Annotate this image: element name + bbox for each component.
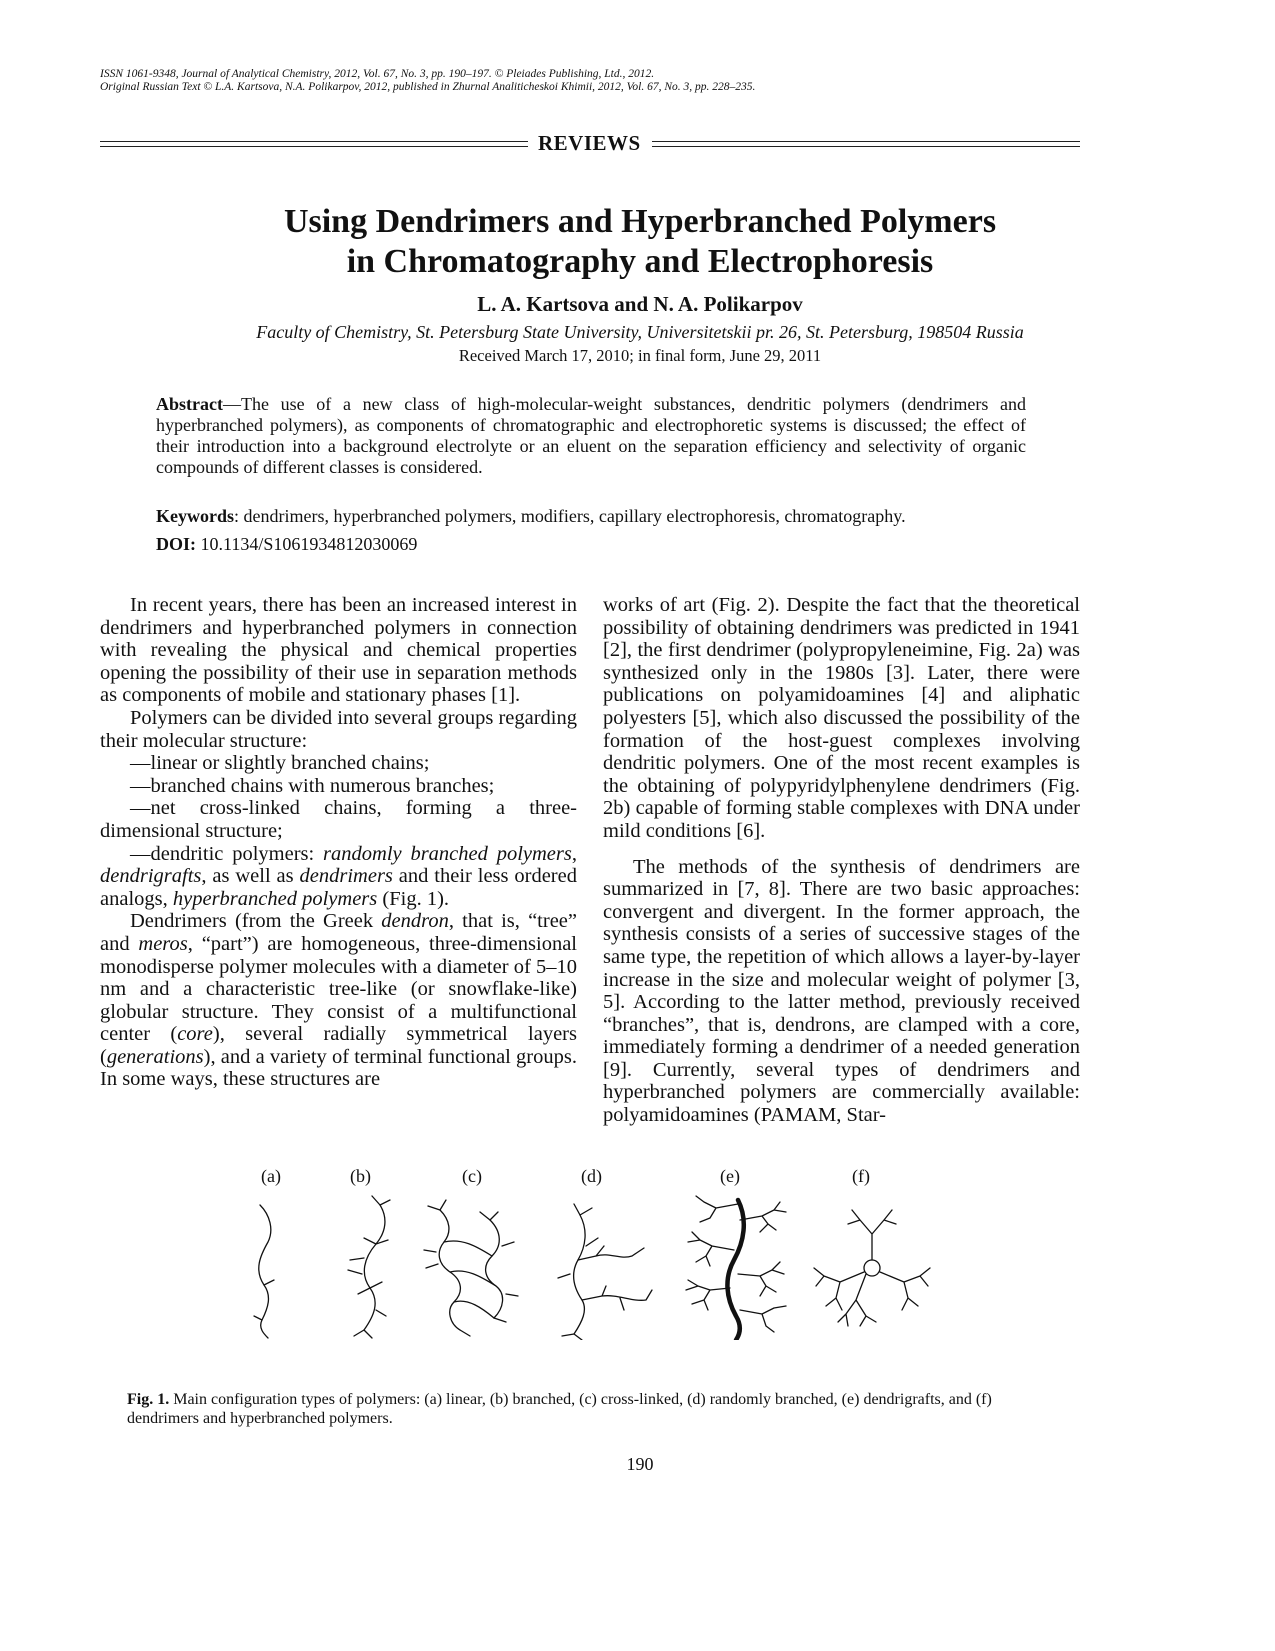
authors: L. A. Kartsova and N. A. Polikarpov xyxy=(477,292,803,316)
p3-italic-h: generations xyxy=(106,1045,204,1068)
li4-text-e: , as well as xyxy=(201,865,300,888)
right-paragraph-2: The methods of the synthesis of dendrimers are summarized in [7, 8]. There are two basic approaches: convergent and divergent. In the former approach, the synthesis consists of a series of successive stages of the same type, the repetition of which allows a layer-by-layer increase in the size and molecular weight of polymer [3, 5]. According to the latter method, previously received “branches”, that is, dendrons, are clamped with a core, immediately forming a dendrimer of a needed generation [9]. Currently, several types of dendrimers and hyperbranched polymers are commercially available: polyamidoamines (PAMAM, Star- xyxy=(603,855,1080,1127)
article-title xyxy=(140,202,1140,282)
journal-header-line-2: Original Russian Text © L.A. Kartsova, N.A. Polikarpov, 2012, published in Zhurnal Analiticheskoi Khimii, 2012, Vol. 67, No. 3, pp. 228–235. xyxy=(100,81,756,93)
fig-label-e: (e) xyxy=(720,1166,740,1186)
p3-text-e: , “part”) are homogeneous, three-dimensional monodisperse polymer molecules with a diameter of 5–10 nm and a characteristic tree-like (or snowflake-like) globular structure. They consist of a multifunctional center ( xyxy=(100,932,577,1046)
abstract-text: —The use of a new class of high-molecular-weight substances, dendritic polymers (dendrimers and hyperbranched polymers), as components of chromatographic and electrophoretic systems is discussed; the effect of their introduction into a background electrolyte or an eluent on the separation efficiency and selectivity of organic compounds of different classes is considered. xyxy=(156,394,1026,477)
page-number: 190 xyxy=(626,1454,654,1474)
right-paragraph-1: works of art (Fig. 2). Despite the fact that the theoretical possibility of obtaining dendrimers was predicted in 1941 [2], the first dendrimer (polypropyleneimine, Fig. 2a) was synthesized only in the 1980s [3]. Later, there were publications on polyamidoamines [4] and aliphatic polyesters [5], which also discussed the possibility of the formation of the host-guest complexes involving dendritic polymers. One of the most recent examples is the obtaining of polypyridylphenylene dendrimers (Fig. 2b) capable of forming stable complexes with DNA under mild conditions [6]. xyxy=(603,594,1080,842)
fig-1-polymer-configurations xyxy=(240,1190,940,1340)
left-column xyxy=(100,594,577,1091)
fig-label-a: (a) xyxy=(261,1166,281,1186)
polymer-dendrimer-drawing xyxy=(814,1210,930,1326)
li4-text-c: , xyxy=(571,842,577,865)
abstract xyxy=(156,394,1026,478)
p3-italic-b: dendron xyxy=(381,910,449,933)
affiliation: Faculty of Chemistry, St. Petersburg State University, Universitetskii pr. 26, St. Petersburg, 198504 Russia xyxy=(256,322,1024,342)
polymer-randomly-branched-drawing xyxy=(558,1204,652,1340)
polymer-cross-linked-drawing xyxy=(424,1200,518,1336)
caption-label: Fig. 1. xyxy=(127,1391,170,1408)
list-item-dendritic xyxy=(100,843,577,911)
figure-caption xyxy=(127,1390,1057,1428)
list-item-branched: —branched chains with numerous branches; xyxy=(130,774,495,797)
doi-value: 10.1134/S1061934812030069 xyxy=(196,534,418,554)
section-rule-right xyxy=(652,141,1080,147)
p3-text-g: ), several radially symmetrical layers ( xyxy=(100,1023,577,1068)
left-paragraph-2: Polymers can be divided into several groups regarding their molecular structure: xyxy=(100,706,577,752)
fig-label-b: (b) xyxy=(350,1166,371,1186)
li4-text-a: —dendritic polymers: xyxy=(130,842,324,865)
journal-header-line-1: ISSN 1061-9348, Journal of Analytical Chemistry, 2012, Vol. 67, No. 3, pp. 190–197. © Pleiades Publishing, Ltd., 2012. xyxy=(100,68,655,80)
doi-label: DOI: xyxy=(156,534,196,554)
fig-label-c: (c) xyxy=(462,1166,482,1186)
polymer-branched-drawing xyxy=(348,1196,390,1338)
p3-text-i: ), and a variety of terminal functional groups. In some ways, these structures are xyxy=(100,1045,577,1091)
keywords xyxy=(156,506,1056,527)
p3-italic-f: core xyxy=(177,1023,213,1046)
list-item-linear: —linear or slightly branched chains; xyxy=(130,752,430,775)
li4-text-g: and their less ordered analogs, xyxy=(100,865,577,910)
li4-italic-f: dendrimers xyxy=(299,865,393,888)
li4-italic-d: dendrigrafts xyxy=(100,865,202,888)
p3-text-a: Dendrimers (from the Greek xyxy=(130,910,382,933)
keywords-label: Keywords xyxy=(156,506,234,526)
left-paragraph-1: In recent years, there has been an increased interest in dendrimers and hyperbranched polymers in connection with revealing the physical and chemical properties opening the possibility of their use in separation methods as components of mobile and stationary phases [1]. xyxy=(100,594,577,707)
p3-italic-d: meros xyxy=(138,932,188,955)
title-line-2: in Chromatography and Electrophoresis xyxy=(346,243,934,280)
li4-text-i: (Fig. 1). xyxy=(377,887,450,910)
polymer-linear-drawing xyxy=(259,1205,271,1338)
caption-text: Main configuration types of polymers: (a) linear, (b) branched, (c) cross-linked, (d) randomly branched, (e) dendrigrafts, and (f) dendrimers and hyperbranched polymers. xyxy=(127,1391,992,1427)
fig-label-f: (f) xyxy=(852,1166,870,1186)
section-label: REVIEWS xyxy=(538,131,641,155)
li4-italic-h: hyperbranched polymers xyxy=(172,887,378,910)
title-line-1: Using Dendrimers and Hyperbranched Polymers xyxy=(283,203,997,240)
p3-text-c: , that is, “tree” and xyxy=(100,910,577,955)
right-column xyxy=(603,594,1080,1127)
list-item-cross-linked: —net cross-linked chains, forming a three-dimensional structure; xyxy=(100,797,577,842)
keywords-text: : dendrimers, hyperbranched polymers, modifiers, capillary electrophoresis, chromatography. xyxy=(234,506,906,526)
doi xyxy=(156,534,1056,555)
li4-italic-b: randomly branched polymers xyxy=(323,842,572,865)
abstract-label: Abstract xyxy=(156,394,223,414)
section-rule-left xyxy=(100,141,528,147)
received-dates: Received March 17, 2010; in final form, June 29, 2011 xyxy=(458,346,822,365)
polymer-dendrigraft-drawing xyxy=(686,1196,786,1340)
fig-label-d: (d) xyxy=(581,1166,602,1186)
left-paragraph-3 xyxy=(100,910,577,1091)
